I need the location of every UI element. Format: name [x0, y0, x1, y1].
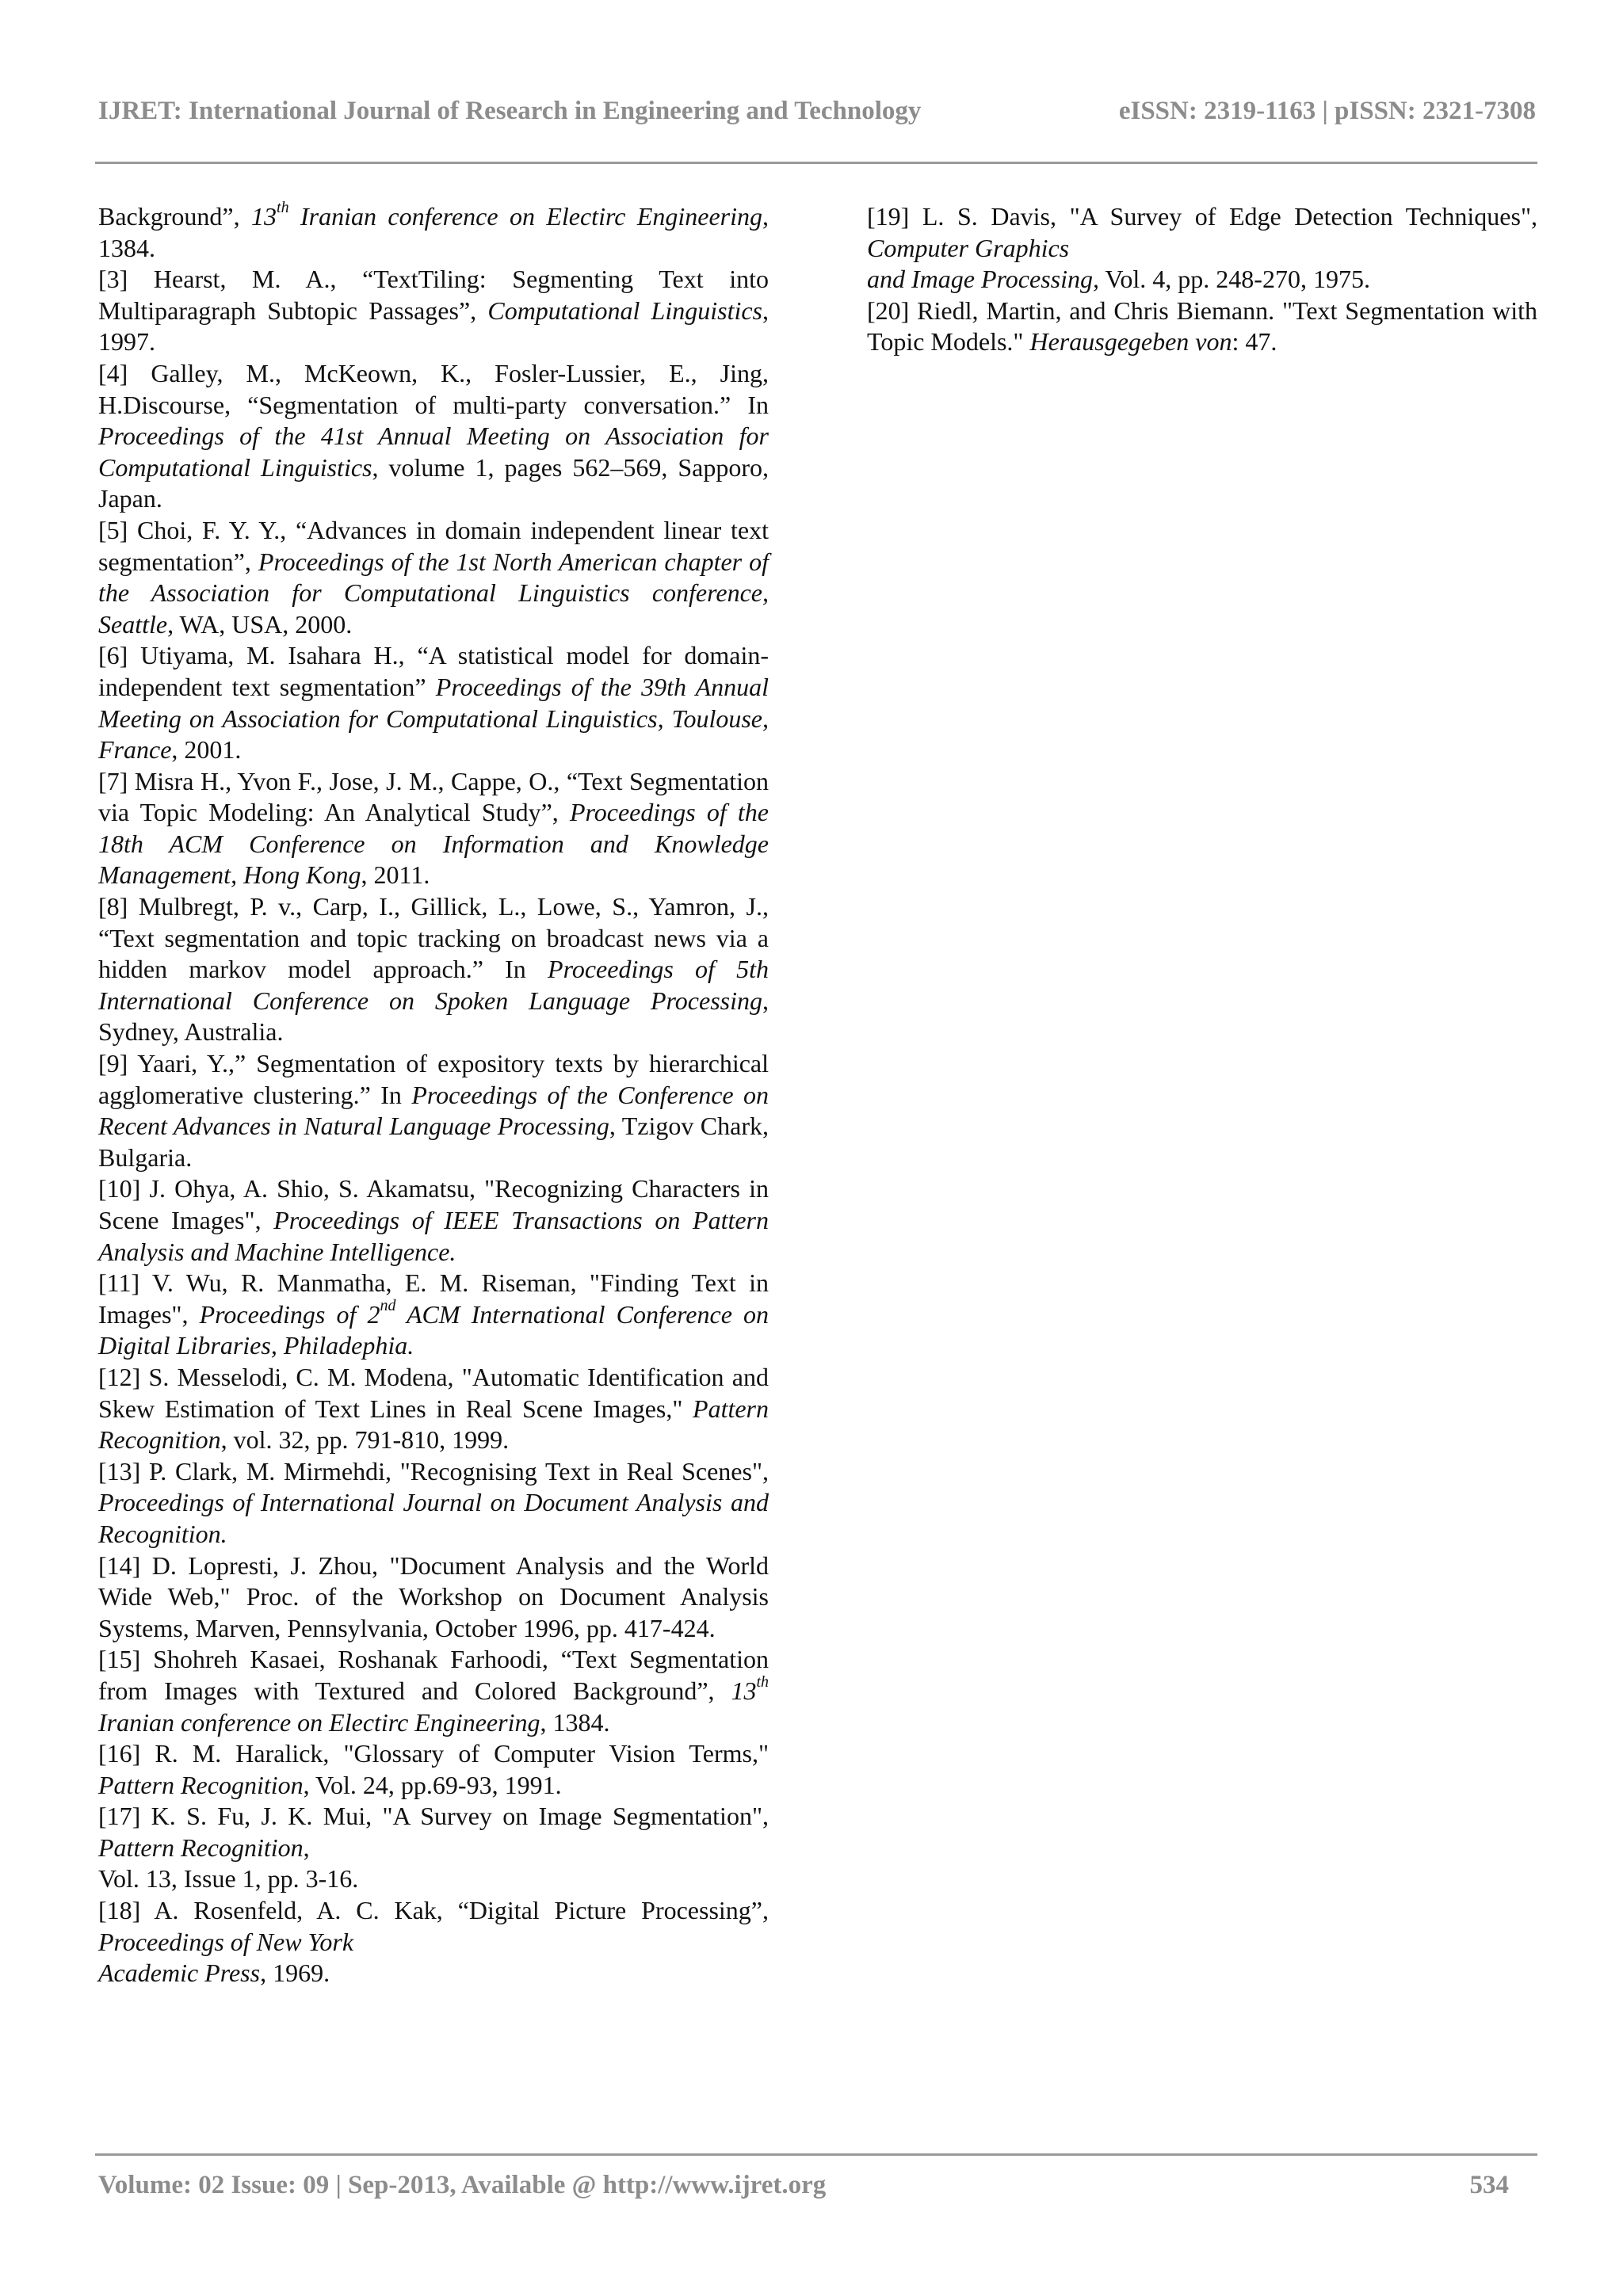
reference-text: [18] A. Rosenfeld, A. C. Kak, “Digital Picture Processing”, — [98, 1896, 769, 1925]
reference-italic-text: Pattern Recognition — [98, 1394, 769, 1455]
reference-italic-text: Herausgegeben von — [1029, 327, 1232, 357]
reference-entry — [98, 1456, 769, 1550]
reference-entry — [867, 296, 1537, 358]
reference-text: Vol. 13, Issue 1, pp. 3-16. — [98, 1864, 359, 1894]
reference-italic-text: Proceedings of the 41st Annual Meeting on Association for Computational Linguistics — [98, 421, 769, 482]
reference-italic-text: Proceedings of 2 — [199, 1299, 380, 1329]
reference-entry — [98, 201, 769, 264]
reference-text: : 47. — [1232, 327, 1277, 357]
reference-text: , 1997. — [98, 296, 769, 357]
reference-text: [4] Galley, M., McKeown, K., Fosler-Lussier, E., Jing, H.Discourse, “Segmentation of multi-party conversation.” In — [98, 358, 769, 419]
reference-italic-text: Pattern Recognition — [98, 1833, 304, 1862]
page-number: 534 — [1469, 2171, 1509, 2199]
reference-entry — [98, 1268, 769, 1362]
reference-text: [20] Riedl, Martin, and Chris Biemann. "Text Segmentation with Topic Models." — [867, 296, 1537, 357]
reference-entry — [98, 766, 769, 891]
reference-entry — [98, 1895, 769, 1989]
reference-italic-text: Iranian conference on Electirc Engineering — [98, 1707, 540, 1737]
issn-label: eISSN: 2319-1163 | pISSN: 2321-7308 — [1118, 97, 1536, 125]
reference-entry — [98, 358, 769, 515]
reference-italic-text: Proceedings of the 1st North American chapter of the Association for Computational Linguistics conference, Seattle — [98, 547, 769, 639]
reference-text: [15] Shohreh Kasaei, Roshanak Farhoodi, “Text Segmentation from Images with Textured and Colored Background”, — [98, 1645, 769, 1705]
reference-italic-text: Academic Press — [98, 1958, 261, 1988]
reference-text: Vol. 4, pp. 248-270, 1975. — [1098, 265, 1370, 294]
reference-entry — [98, 264, 769, 358]
references-left-column — [98, 201, 769, 1989]
reference-text: , vol. 32, pp. 791-810, 1999. — [220, 1425, 510, 1455]
page-header — [98, 97, 1536, 135]
reference-italic-text: ACM International Conference on Digital Libraries, Philadephia. — [98, 1299, 769, 1360]
reference-text: [19] L. S. Davis, "A Survey of Edge Detection Techniques", — [867, 202, 1537, 231]
reference-text: [11] V. Wu, R. Manmatha, E. M. Riseman, "Finding Text in Images", — [98, 1268, 769, 1329]
page-footer — [98, 2171, 1509, 2209]
reference-italic-text: 13 — [731, 1676, 757, 1705]
reference-text: , 2001. — [171, 735, 242, 765]
reference-entry — [98, 891, 769, 1048]
journal-title: IJRET: International Journal of Research in Engineering and Technology — [98, 97, 922, 125]
reference-entry — [98, 1362, 769, 1456]
reference-text: [9] Yaari, Y.,” Segmentation of expository texts by hierarchical agglomerative clustering.” In — [98, 1049, 769, 1109]
reference-italic-text: Proceedings of International Journal on Document Analysis and Recognition. — [98, 1488, 769, 1548]
reference-text: , 1384. — [98, 202, 769, 262]
reference-italic-text: Computational Linguistics — [487, 296, 763, 325]
reference-text: [5] Choi, F. Y. Y., “Advances in domain independent linear text segmentation”, — [98, 515, 769, 576]
reference-italic-text: th — [756, 1673, 769, 1691]
reference-italic-text: Proceedings of the 18th ACM Conference on Information and Knowledge Management, Hong Kong — [98, 798, 769, 890]
reference-entry — [98, 640, 769, 765]
reference-text: , 1969. — [260, 1958, 330, 1988]
reference-text: , 1384. — [540, 1707, 610, 1737]
reference-text: [6] Utiyama, M. Isahara H., “A statistical model for domain-independent text segmentation” — [98, 641, 769, 701]
reference-entry — [98, 515, 769, 640]
reference-text: [17] K. S. Fu, J. K. Mui, "A Survey on Image Segmentation", — [98, 1802, 769, 1831]
reference-italic-text: Proceedings of New York — [98, 1927, 354, 1956]
reference-italic-text: 13 — [251, 202, 277, 231]
reference-text: Background”, — [98, 202, 252, 231]
reference-italic-text: Proceedings of the Conference on Recent Advances in Natural Language Processing — [98, 1080, 769, 1141]
footer-divider — [95, 2153, 1537, 2156]
header-divider — [95, 162, 1537, 164]
reference-text: [13] P. Clark, M. Mirmehdi, "Recognising Text in Real Scenes", — [98, 1456, 769, 1486]
reference-italic-text: Proceedings of 5th International Conference on Spoken Language Processing — [98, 955, 769, 1015]
reference-text: [7] Misra H., Yvon F., Jose, J. M., Cappe, O., “Text Segmentation via Topic Modeling: An Analytical Study”, — [98, 766, 769, 827]
reference-entry — [98, 1644, 769, 1738]
reference-text: [8] Mulbregt, P. v., Carp, I., Gillick, L., Lowe, S., Yamron, J., “Text segmentation and topic tracking on broadcast news via a hidden markov model approach.” In — [98, 892, 769, 984]
reference-italic-text: nd — [380, 1297, 396, 1315]
reference-entry — [98, 1738, 769, 1801]
reference-text: [10] J. Ohya, A. Shio, S. Akamatsu, "Recognizing Characters in Scene Images", — [98, 1174, 769, 1234]
reference-entry — [98, 1173, 769, 1268]
reference-text: , Vol. 24, pp.69-93, 1991. — [303, 1770, 562, 1799]
reference-entry — [98, 1550, 769, 1645]
reference-text: , Sydney, Australia. — [98, 986, 769, 1047]
reference-text: [3] Hearst, M. A., “TextTiling: Segmenting Text into Multiparagraph Subtopic Passages”, — [98, 265, 769, 325]
reference-italic-text: Computer Graphics — [867, 233, 1070, 262]
reference-text: , — [303, 1833, 310, 1862]
reference-entry — [98, 1048, 769, 1173]
reference-text: , volume 1, pages 562–569, Sapporo, Japan. — [98, 452, 769, 513]
reference-italic-text: Iranian conference on Electirc Engineering — [288, 202, 763, 231]
reference-text: [16] R. M. Haralick, "Glossary of Computer Vision Terms," — [98, 1739, 769, 1768]
reference-entry — [98, 1801, 769, 1895]
reference-italic-text: th — [277, 199, 289, 217]
reference-text: [12] S. Messelodi, C. M. Modena, "Automatic Identification and Skew Estimation of Text Lines in Real Scene Images," — [98, 1362, 769, 1423]
reference-text: , 2011. — [361, 860, 430, 890]
volume-info: Volume: 02 Issue: 09 | Sep-2013, Available @ http://www.ijret.org — [98, 2171, 827, 2199]
reference-italic-text: Proceedings of IEEE Transactions on Pattern Analysis and Machine Intelligence. — [98, 1206, 769, 1266]
references-right-column — [867, 201, 1537, 358]
reference-italic-text: and Image Processing, — [867, 265, 1099, 294]
reference-italic-text: Proceedings of the 39th Annual Meeting on Association for Computational Linguistics, Toulouse, France — [98, 672, 769, 765]
reference-text: [14] D. Lopresti, J. Zhou, "Document Analysis and the World Wide Web," Proc. of the Workshop on Document Analysis Systems, Marven, Pennsylvania, October 1996, pp. 417-424. — [98, 1550, 769, 1642]
reference-text: , WA, USA, 2000. — [167, 609, 353, 639]
reference-italic-text: Pattern Recognition — [98, 1770, 304, 1799]
reference-text: , Tzigov Chark, Bulgaria. — [98, 1112, 769, 1172]
reference-entry — [867, 201, 1537, 296]
